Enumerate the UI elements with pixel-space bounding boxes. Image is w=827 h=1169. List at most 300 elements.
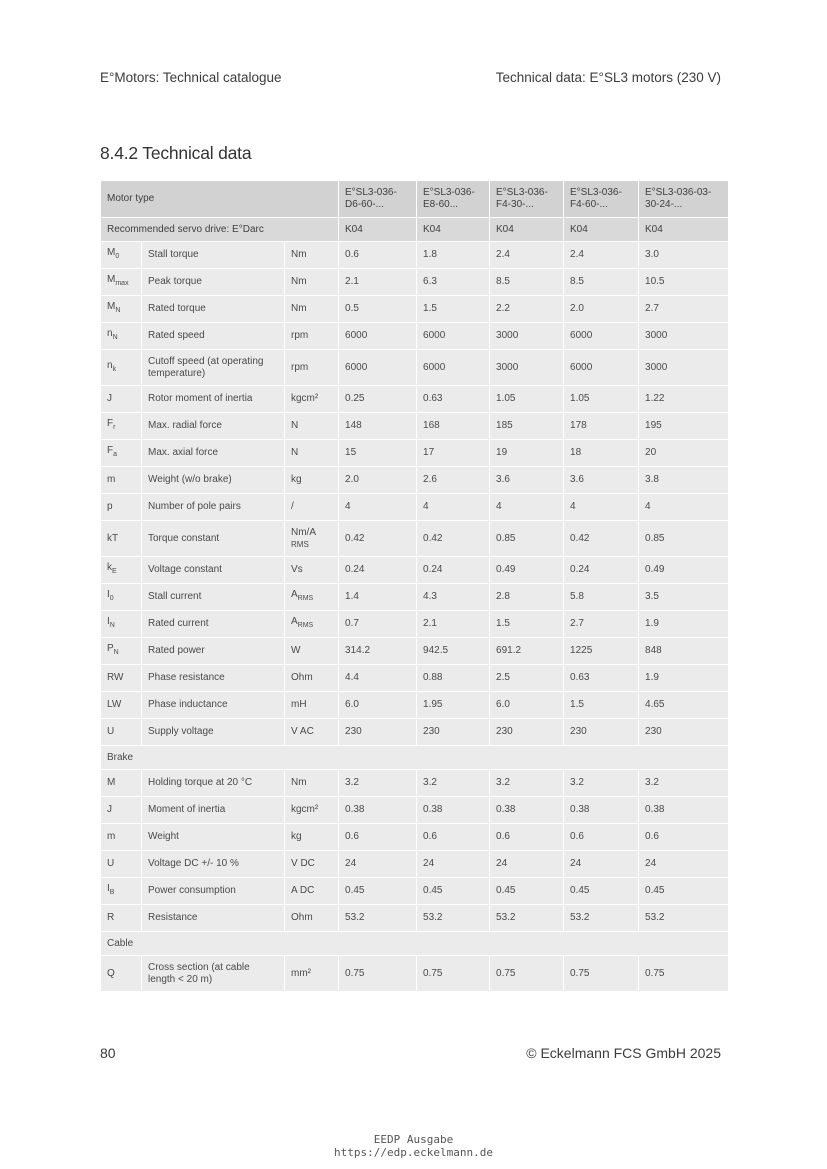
value-cell: 3.2 (639, 770, 729, 797)
table-row (101, 269, 729, 296)
technical-data-table (100, 180, 729, 992)
value-cell: 2.2 (490, 296, 564, 323)
table-row (101, 638, 729, 665)
value-cell: 3.2 (490, 770, 564, 797)
servo-drive-value: K04 (490, 218, 564, 242)
symbol: I (107, 883, 110, 894)
table-row (101, 494, 729, 521)
unit-cell (285, 824, 339, 851)
table-row (101, 557, 729, 584)
symbol-subscript: 0 (109, 595, 114, 602)
table-row (101, 413, 729, 440)
value-cell: 148 (339, 413, 417, 440)
servo-drive-row (101, 218, 729, 242)
value-cell: 3.8 (639, 467, 729, 494)
value-cell: 24 (417, 851, 490, 878)
symbol: n (107, 328, 113, 339)
unit: rpm (291, 330, 309, 341)
symbol-cell (101, 692, 142, 719)
value-cell: 0.6 (490, 824, 564, 851)
unit: Nm (291, 276, 307, 287)
value-cell: 178 (564, 413, 639, 440)
table-row (101, 242, 729, 269)
value-cell: 1.05 (490, 386, 564, 413)
value-cell: 230 (339, 719, 417, 746)
value-cell: 0.49 (490, 557, 564, 584)
value-cell: 17 (417, 440, 490, 467)
symbol-cell (101, 797, 142, 824)
value-cell: 0.6 (417, 824, 490, 851)
symbol-cell (101, 878, 142, 905)
value-cell: 6.0 (490, 692, 564, 719)
value-cell: 1.5 (417, 296, 490, 323)
symbol: m (107, 831, 116, 842)
value-cell: 0.38 (564, 797, 639, 824)
value-cell: 1.9 (639, 611, 729, 638)
unit-cell (285, 440, 339, 467)
value-cell: 0.63 (417, 386, 490, 413)
value-cell: 0.75 (639, 956, 729, 992)
value-cell: 0.45 (490, 878, 564, 905)
value-cell: 230 (639, 719, 729, 746)
model-header: E°SL3-036-D6-60-... (339, 181, 417, 218)
value-cell: 230 (564, 719, 639, 746)
value-cell: 2.4 (490, 242, 564, 269)
value-cell: 24 (564, 851, 639, 878)
value-cell: 0.45 (639, 878, 729, 905)
value-cell: 848 (639, 638, 729, 665)
unit: Vs (291, 564, 303, 575)
value-cell: 4 (490, 494, 564, 521)
value-cell: 195 (639, 413, 729, 440)
model-header: E°SL3-036-03-30-24-... (639, 181, 729, 218)
table-row (101, 296, 729, 323)
parameter-name: Rated power (142, 638, 285, 665)
unit-cell (285, 770, 339, 797)
parameter-name: Stall current (142, 584, 285, 611)
motor-type-label: Motor type (101, 181, 339, 218)
value-cell: 8.5 (564, 269, 639, 296)
value-cell: 0.25 (339, 386, 417, 413)
model-header: E°SL3-036-F4-30-... (490, 181, 564, 218)
unit: A DC (291, 885, 315, 896)
value-cell: 1225 (564, 638, 639, 665)
unit-cell (285, 878, 339, 905)
table-row (101, 440, 729, 467)
value-cell: 0.6 (564, 824, 639, 851)
value-cell: 0.63 (564, 665, 639, 692)
table-row (101, 611, 729, 638)
servo-drive-value: K04 (417, 218, 490, 242)
value-cell: 0.24 (417, 557, 490, 584)
value-cell: 0.7 (339, 611, 417, 638)
parameter-name: Max. radial force (142, 413, 285, 440)
symbol: J (107, 393, 112, 404)
unit-cell (285, 467, 339, 494)
unit-cell (285, 323, 339, 350)
symbol-cell (101, 665, 142, 692)
value-cell: 2.4 (564, 242, 639, 269)
unit-cell (285, 719, 339, 746)
parameter-name: Voltage DC +/- 10 % (142, 851, 285, 878)
table-row (101, 386, 729, 413)
symbol: J (107, 804, 112, 815)
value-cell: 53.2 (490, 905, 564, 932)
table-row (101, 584, 729, 611)
unit-cell (285, 797, 339, 824)
value-cell: 185 (490, 413, 564, 440)
value-cell: 53.2 (417, 905, 490, 932)
value-cell: 2.0 (339, 467, 417, 494)
symbol-cell (101, 611, 142, 638)
symbol: I (107, 616, 110, 627)
unit-cell (285, 692, 339, 719)
symbol-cell (101, 296, 142, 323)
value-cell: 5.8 (564, 584, 639, 611)
unit-cell (285, 584, 339, 611)
unit-cell (285, 350, 339, 386)
value-cell: 0.75 (490, 956, 564, 992)
value-cell: 4 (417, 494, 490, 521)
parameter-name: Phase resistance (142, 665, 285, 692)
symbol-cell (101, 956, 142, 992)
symbol-cell (101, 770, 142, 797)
value-cell: 6000 (564, 350, 639, 386)
value-cell: 6000 (564, 323, 639, 350)
unit: V AC (291, 726, 314, 737)
value-cell: 6000 (417, 350, 490, 386)
value-cell: 24 (639, 851, 729, 878)
unit-cell (285, 956, 339, 992)
table-row (101, 665, 729, 692)
symbol: Q (107, 967, 115, 979)
parameter-name: Phase inductance (142, 692, 285, 719)
value-cell: 0.38 (490, 797, 564, 824)
symbol: R (107, 912, 115, 923)
value-cell: 6000 (339, 350, 417, 386)
symbol: P (107, 643, 114, 654)
unit-cell (285, 413, 339, 440)
symbol-cell (101, 638, 142, 665)
symbol-subscript: N (113, 649, 119, 656)
symbol-cell (101, 350, 142, 386)
value-cell: 942.5 (417, 638, 490, 665)
value-cell: 0.38 (339, 797, 417, 824)
value-cell: 15 (339, 440, 417, 467)
table-row (101, 878, 729, 905)
value-cell: 4.3 (417, 584, 490, 611)
parameter-name: Torque constant (142, 521, 285, 557)
unit: Ohm (291, 672, 313, 683)
symbol: m (107, 474, 116, 485)
value-cell: 3000 (639, 323, 729, 350)
symbol-subscript: N (112, 334, 118, 341)
parameter-name: Weight (142, 824, 285, 851)
symbol: I (107, 589, 110, 600)
symbol-cell (101, 386, 142, 413)
unit: Nm/A (291, 526, 316, 538)
value-cell: 230 (490, 719, 564, 746)
table-row (101, 350, 729, 386)
value-cell: 0.45 (564, 878, 639, 905)
value-cell: 2.1 (339, 269, 417, 296)
group-row (101, 932, 729, 956)
table-row (101, 905, 729, 932)
value-cell: 1.22 (639, 386, 729, 413)
parameter-name: Rated speed (142, 323, 285, 350)
value-cell: 4.4 (339, 665, 417, 692)
unit: Nm (291, 777, 307, 788)
table-row (101, 956, 729, 992)
table-row (101, 467, 729, 494)
unit: N (291, 420, 299, 431)
servo-drive-value: K04 (564, 218, 639, 242)
parameter-name: Holding torque at 20 °C (142, 770, 285, 797)
value-cell: 1.8 (417, 242, 490, 269)
parameter-name: Cross section (at cable length < 20 m) (142, 956, 285, 992)
symbol-subscript: 0 (115, 253, 120, 260)
symbol-cell (101, 269, 142, 296)
unit: A (291, 589, 298, 600)
value-cell: 0.24 (564, 557, 639, 584)
value-cell: 3.0 (639, 242, 729, 269)
unit: rpm (291, 361, 309, 373)
value-cell: 168 (417, 413, 490, 440)
unit-cell (285, 494, 339, 521)
symbol-subscript: B (109, 889, 115, 896)
symbol: kT (107, 532, 119, 544)
value-cell: 0.42 (417, 521, 490, 557)
symbol-cell (101, 242, 142, 269)
value-cell: 2.8 (490, 584, 564, 611)
value-cell: 2.7 (564, 611, 639, 638)
symbol: n (107, 359, 113, 371)
value-cell: 0.45 (339, 878, 417, 905)
unit-cell (285, 557, 339, 584)
unit-cell (285, 386, 339, 413)
symbol-subscript: max (115, 280, 129, 287)
parameter-name: Peak torque (142, 269, 285, 296)
model-header: E°SL3-036-F4-60-... (564, 181, 639, 218)
value-cell: 10.5 (639, 269, 729, 296)
parameter-name: Stall torque (142, 242, 285, 269)
parameter-name: Supply voltage (142, 719, 285, 746)
table-row (101, 692, 729, 719)
value-cell: 3.2 (339, 770, 417, 797)
value-cell: 230 (417, 719, 490, 746)
symbol-cell (101, 440, 142, 467)
unit: W (291, 645, 301, 656)
header-section-title: Technical data: E°SL3 motors (230 V) (495, 70, 721, 85)
value-cell: 4 (639, 494, 729, 521)
edition-url: https://edp.eckelmann.de (334, 1146, 493, 1159)
value-cell: 0.42 (339, 521, 417, 557)
value-cell: 0.6 (339, 242, 417, 269)
servo-drive-value: K04 (639, 218, 729, 242)
value-cell: 24 (339, 851, 417, 878)
symbol-subscript: a (113, 451, 118, 458)
symbol-cell (101, 584, 142, 611)
value-cell: 0.38 (417, 797, 490, 824)
unit-subscript: RMS (297, 622, 314, 629)
value-cell: 4 (339, 494, 417, 521)
value-cell: 53.2 (339, 905, 417, 932)
table-header-row (101, 181, 729, 218)
symbol: U (107, 858, 115, 869)
unit-cell (285, 269, 339, 296)
value-cell: 20 (639, 440, 729, 467)
value-cell: 0.6 (639, 824, 729, 851)
value-cell: 2.1 (417, 611, 490, 638)
value-cell: 2.5 (490, 665, 564, 692)
symbol-subscript: k (112, 365, 117, 373)
unit: Nm (291, 303, 307, 314)
symbol: p (107, 501, 113, 512)
value-cell: 0.24 (339, 557, 417, 584)
symbol: RW (107, 672, 124, 683)
value-cell: 0.38 (639, 797, 729, 824)
value-cell: 0.45 (417, 878, 490, 905)
value-cell: 53.2 (564, 905, 639, 932)
value-cell: 6.3 (417, 269, 490, 296)
unit-subscript: RMS (297, 595, 314, 602)
value-cell: 6000 (417, 323, 490, 350)
symbol-cell (101, 323, 142, 350)
value-cell: 0.6 (339, 824, 417, 851)
unit: mm² (291, 967, 311, 979)
value-cell: 0.75 (417, 956, 490, 992)
symbol: M (107, 247, 116, 258)
page-number: 80 (100, 1045, 116, 1061)
unit: kg (291, 474, 302, 485)
edition-stamp: EEDP Ausgabe (373, 1133, 454, 1146)
value-cell: 1.9 (639, 665, 729, 692)
value-cell: 4.65 (639, 692, 729, 719)
table-row (101, 824, 729, 851)
value-cell: 3000 (490, 323, 564, 350)
parameter-name: Rated current (142, 611, 285, 638)
value-cell: 3.2 (417, 770, 490, 797)
symbol-subscript: r (113, 424, 116, 431)
value-cell: 2.6 (417, 467, 490, 494)
value-cell: 6.0 (339, 692, 417, 719)
symbol-cell (101, 494, 142, 521)
symbol-cell (101, 467, 142, 494)
symbol: U (107, 726, 115, 737)
symbol: F (107, 418, 114, 429)
value-cell: 6000 (339, 323, 417, 350)
model-header: E°SL3-036-E8-60... (417, 181, 490, 218)
section-title: 8.4.2 Technical data (100, 143, 252, 163)
unit: V DC (291, 858, 315, 869)
value-cell: 0.85 (490, 521, 564, 557)
value-cell: 0.85 (639, 521, 729, 557)
unit: Ohm (291, 912, 313, 923)
parameter-name: Voltage constant (142, 557, 285, 584)
symbol-cell (101, 719, 142, 746)
symbol-subscript: N (109, 622, 115, 629)
table-row (101, 770, 729, 797)
unit: kgcm² (291, 393, 319, 404)
value-cell: 0.42 (564, 521, 639, 557)
value-cell: 19 (490, 440, 564, 467)
value-cell: 0.49 (639, 557, 729, 584)
parameter-name: Cutoff speed (at operating temperature) (142, 350, 285, 386)
parameter-name: Number of pole pairs (142, 494, 285, 521)
parameter-name: Moment of inertia (142, 797, 285, 824)
unit-cell (285, 905, 339, 932)
value-cell: 691.2 (490, 638, 564, 665)
servo-drive-label: Recommended servo drive: E°Darc (101, 218, 339, 242)
symbol-cell (101, 824, 142, 851)
unit-cell (285, 521, 339, 557)
parameter-name: Resistance (142, 905, 285, 932)
value-cell: 0.75 (564, 956, 639, 992)
parameter-name: Max. axial force (142, 440, 285, 467)
value-cell: 53.2 (639, 905, 729, 932)
symbol: F (107, 445, 114, 456)
servo-drive-value: K04 (339, 218, 417, 242)
value-cell: 1.05 (564, 386, 639, 413)
value-cell: 0.88 (417, 665, 490, 692)
parameter-name: Rated torque (142, 296, 285, 323)
table-row (101, 521, 729, 557)
symbol: M (107, 274, 116, 285)
unit: / (291, 501, 294, 512)
symbol: k (107, 562, 112, 573)
unit: mH (291, 699, 307, 710)
value-cell: 3000 (490, 350, 564, 386)
value-cell: 3.2 (564, 770, 639, 797)
symbol-cell (101, 851, 142, 878)
value-cell: 1.4 (339, 584, 417, 611)
value-cell: 1.5 (564, 692, 639, 719)
unit: Nm (291, 249, 307, 260)
value-cell: 4 (564, 494, 639, 521)
value-cell: 0.75 (339, 956, 417, 992)
value-cell: 1.95 (417, 692, 490, 719)
symbol-cell (101, 413, 142, 440)
value-cell: 2.0 (564, 296, 639, 323)
group-label: Brake (101, 746, 729, 770)
symbol: M (107, 301, 116, 312)
value-cell: 1.5 (490, 611, 564, 638)
unit: kg (291, 831, 302, 842)
value-cell: 18 (564, 440, 639, 467)
symbol-subscript: E (112, 568, 117, 575)
unit-cell (285, 242, 339, 269)
table-row (101, 323, 729, 350)
unit-cell (285, 638, 339, 665)
unit: A (291, 616, 298, 627)
value-cell: 24 (490, 851, 564, 878)
value-cell: 3.6 (564, 467, 639, 494)
parameter-name: Power consumption (142, 878, 285, 905)
symbol-cell (101, 905, 142, 932)
group-label: Cable (101, 932, 729, 956)
unit-cell (285, 611, 339, 638)
table-row (101, 719, 729, 746)
value-cell: 0.5 (339, 296, 417, 323)
group-row (101, 746, 729, 770)
unit-cell (285, 851, 339, 878)
symbol: LW (107, 699, 122, 710)
value-cell: 3.5 (639, 584, 729, 611)
unit: kgcm² (291, 804, 319, 815)
parameter-name: Rotor moment of inertia (142, 386, 285, 413)
value-cell: 3000 (639, 350, 729, 386)
copyright: © Eckelmann FCS GmbH 2025 (526, 1045, 721, 1061)
